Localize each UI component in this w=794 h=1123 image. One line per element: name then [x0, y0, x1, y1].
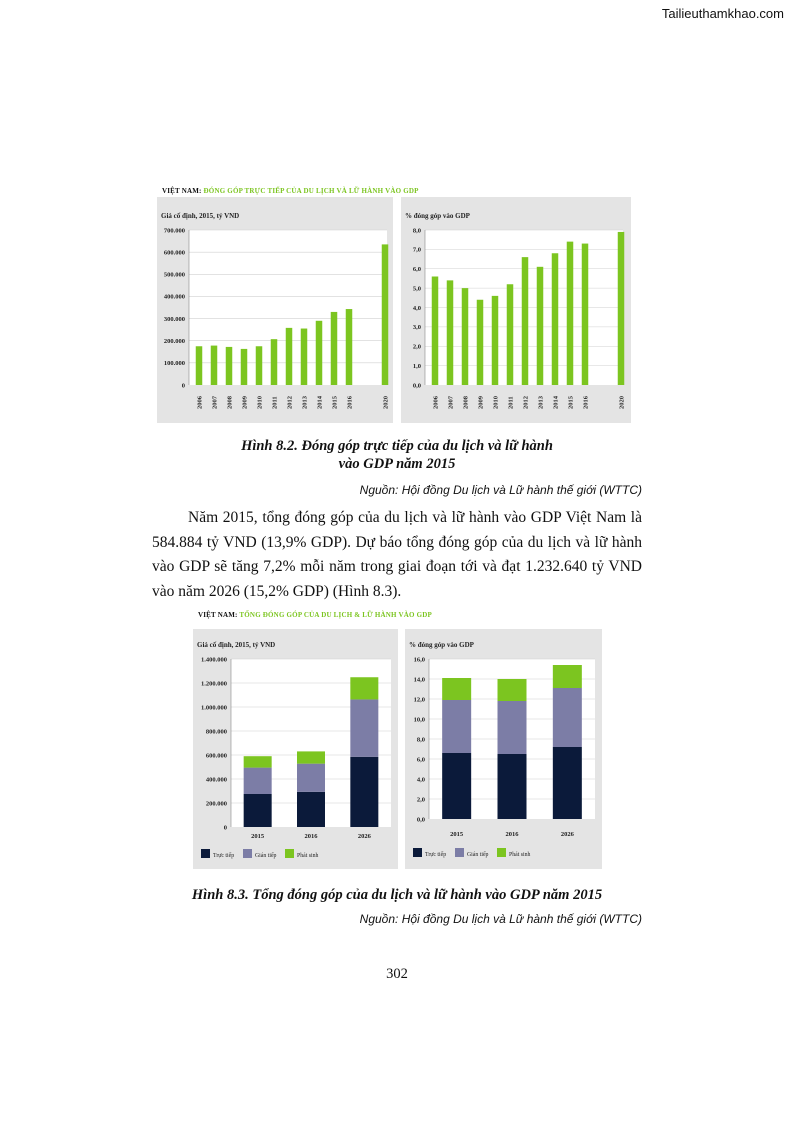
- figure1-title-prefix: VIỆT NAM:: [162, 187, 202, 195]
- y-axis-label: % đóng góp vào GDP: [405, 212, 470, 220]
- y-axis-label: Giá cố định, 2015, tỷ VND: [197, 641, 276, 649]
- x-tick-label: 2013: [537, 396, 545, 409]
- x-tick-label: 2013: [301, 396, 309, 409]
- legend-swatch: [285, 849, 294, 858]
- y-tick-label: 0,0: [412, 382, 421, 390]
- y-tick-label: 12,0: [413, 696, 425, 704]
- x-tick-label: 2026: [560, 831, 574, 838]
- bar: [382, 244, 389, 385]
- y-tick-label: 2,0: [416, 796, 425, 804]
- y-tick-label: 400.000: [163, 293, 185, 301]
- bar: [286, 328, 293, 385]
- y-tick-label: 300.000: [163, 315, 185, 323]
- bar: [552, 253, 559, 385]
- y-tick-label: 1.000.000: [201, 704, 227, 712]
- y-tick-label: 1,0: [412, 362, 421, 370]
- y-tick-label: 4,0: [416, 776, 425, 784]
- x-tick-label: 2008: [226, 396, 234, 409]
- y-tick-label: 7,0: [412, 246, 421, 254]
- bar: [211, 346, 218, 385]
- figure2-title-prefix: VIỆT NAM:: [198, 611, 238, 619]
- bar: [271, 339, 278, 385]
- chart-direct-percent: [401, 197, 631, 423]
- chart-direct-value: [157, 197, 393, 423]
- bar-segment-trực-tiếp: [350, 757, 378, 827]
- bar: [346, 309, 353, 385]
- x-tick-label: 2015: [331, 396, 339, 409]
- figure1-title-highlight: ĐÓNG GÓP TRỰC TIẾP CỦA DU LỊCH VÀ LỮ HÀNH VÀO GDP: [203, 187, 419, 195]
- legend-swatch: [413, 848, 422, 857]
- bar-segment-phát-sinh: [498, 679, 527, 701]
- figure1-source: Nguồn: Hội đồng Du lịch và Lữ hành thế giới (WTTC): [359, 483, 642, 497]
- legend-label: Phát sinh: [297, 853, 319, 859]
- y-tick-label: 600.000: [205, 752, 227, 760]
- figure1-title: [162, 187, 419, 195]
- bar: [462, 288, 469, 385]
- y-tick-label: 1.400.000: [201, 656, 227, 664]
- x-tick-label: 2010: [256, 396, 264, 409]
- y-tick-label: 6,0: [416, 756, 425, 764]
- legend-label: Phát sinh: [509, 852, 531, 858]
- y-axis-label: Giá cố định, 2015, tỷ VND: [161, 212, 240, 220]
- bar-segment-phát-sinh: [442, 678, 471, 700]
- y-tick-label: 6,0: [412, 266, 421, 274]
- bar: [196, 346, 203, 385]
- x-tick-label: 2009: [477, 396, 485, 409]
- bar: [316, 321, 323, 385]
- x-tick-label: 2014: [552, 396, 560, 409]
- bar-segment-trực-tiếp: [297, 792, 325, 827]
- x-tick-label: 2011: [271, 396, 279, 409]
- x-tick-label: 2012: [286, 396, 294, 409]
- y-tick-label: 200.000: [163, 338, 185, 346]
- figure1-caption-line1: Hình 8.2. Đóng góp trực tiếp của du lịch và lữ hành: [241, 438, 553, 454]
- x-tick-label: 2016: [505, 831, 519, 838]
- y-tick-label: 16,0: [413, 656, 425, 664]
- page-number: 302: [386, 966, 408, 982]
- bar-segment-gián-tiếp: [244, 768, 272, 794]
- figure1-caption: [0, 437, 794, 473]
- chart-svg: [193, 629, 398, 869]
- y-tick-label: 14,0: [413, 676, 425, 684]
- chart-total-percent: [405, 629, 602, 869]
- x-tick-label: 2009: [241, 396, 249, 409]
- x-tick-label: 2010: [492, 396, 500, 409]
- bar-segment-gián-tiếp: [350, 699, 378, 756]
- x-tick-label: 2016: [346, 396, 354, 409]
- chart-svg: [401, 197, 631, 423]
- y-tick-label: 700.000: [163, 227, 185, 235]
- bar: [241, 349, 248, 385]
- bar-segment-gián-tiếp: [498, 701, 527, 754]
- figure2-title-highlight: TỔNG ĐÓNG GÓP CỦA DU LỊCH & LỮ HÀNH VÀO GDP: [239, 611, 432, 619]
- bar: [226, 347, 233, 385]
- bar: [256, 346, 263, 385]
- legend-label: Trực tiếp: [213, 853, 235, 859]
- x-tick-label: 2012: [522, 396, 530, 409]
- y-tick-label: 8,0: [412, 227, 421, 235]
- bar: [618, 232, 625, 385]
- body-paragraph-text: Năm 2015, tổng đóng góp của du lịch và lữ hành vào GDP Việt Nam là 584.884 tỷ VND (13,9% GDP). Dự báo tổng đóng góp của du lịch và lữ hành vào GDP sẽ tăng 7,2% mỗi năm trong giai đoạn tới và đạt 1.232.640 tỷ VND vào năm 2026 (15,2% GDP) (Hình 8.3).: [152, 509, 642, 600]
- legend-swatch: [497, 848, 506, 857]
- body-paragraph: [152, 506, 642, 604]
- y-tick-label: 600.000: [163, 249, 185, 257]
- bar-segment-phát-sinh: [553, 665, 582, 688]
- legend-swatch: [201, 849, 210, 858]
- x-tick-label: 2006: [432, 396, 440, 409]
- legend-swatch: [455, 848, 464, 857]
- x-tick-label: 2015: [567, 396, 575, 409]
- legend-swatch: [243, 849, 252, 858]
- chart-total-value: [193, 629, 398, 869]
- bar-segment-phát-sinh: [297, 751, 325, 763]
- bar-segment-phát-sinh: [244, 756, 272, 767]
- x-tick-label: 2007: [447, 396, 455, 409]
- x-tick-label: 2016: [304, 833, 318, 840]
- legend-label: Trực tiếp: [425, 852, 447, 858]
- chart-svg: [157, 197, 393, 423]
- y-tick-label: 200.000: [205, 800, 227, 808]
- bar-segment-trực-tiếp: [442, 753, 471, 819]
- figure1-caption-line2: vào GDP năm 2015: [338, 456, 456, 472]
- y-tick-label: 400.000: [205, 776, 227, 784]
- bar-segment-trực-tiếp: [553, 747, 582, 819]
- bar-segment-gián-tiếp: [553, 688, 582, 747]
- y-tick-label: 2,0: [412, 343, 421, 351]
- legend-label: Gián tiếp: [255, 853, 277, 859]
- bar-segment-gián-tiếp: [297, 764, 325, 792]
- bar: [447, 280, 454, 385]
- bar: [301, 329, 308, 385]
- x-tick-label: 2011: [507, 396, 515, 409]
- x-tick-label: 2020: [618, 396, 626, 409]
- bar: [432, 277, 439, 386]
- y-tick-label: 0: [181, 382, 185, 390]
- figure2-caption: Hình 8.3. Tổng đóng góp của du lịch và lữ hành vào GDP năm 2015: [191, 887, 603, 903]
- bar: [567, 242, 574, 385]
- y-tick-label: 4,0: [412, 304, 421, 312]
- bar-segment-trực-tiếp: [498, 754, 527, 819]
- bar: [522, 257, 529, 385]
- x-tick-label: 2026: [357, 833, 371, 840]
- site-watermark: Tailieuthamkhao.com: [661, 6, 784, 21]
- chart-svg: [405, 629, 602, 869]
- x-tick-label: 2016: [582, 396, 590, 409]
- bar: [477, 300, 484, 385]
- bar-segment-trực-tiếp: [244, 794, 272, 827]
- bar: [507, 284, 514, 385]
- x-tick-label: 2015: [450, 831, 464, 838]
- figure2-source: Nguồn: Hội đồng Du lịch và Lữ hành thế giới (WTTC): [359, 912, 642, 926]
- y-tick-label: 500.000: [163, 271, 185, 279]
- x-tick-label: 2014: [316, 396, 324, 409]
- x-tick-label: 2007: [211, 396, 219, 409]
- x-tick-label: 2006: [196, 396, 204, 409]
- bar: [582, 244, 589, 385]
- x-tick-label: 2008: [462, 396, 470, 409]
- legend-label: Gián tiếp: [467, 852, 489, 858]
- x-tick-label: 2015: [251, 833, 265, 840]
- bar-segment-gián-tiếp: [442, 700, 471, 753]
- bar: [492, 296, 499, 385]
- y-axis-label: % đóng góp vào GDP: [409, 641, 474, 649]
- y-tick-label: 1.200.000: [201, 680, 227, 688]
- bar-segment-phát-sinh: [350, 677, 378, 699]
- figure2-title: [198, 611, 432, 619]
- y-tick-label: 8,0: [416, 736, 425, 744]
- y-tick-label: 0: [223, 824, 227, 832]
- y-tick-label: 3,0: [412, 324, 421, 332]
- x-tick-label: 2020: [382, 396, 390, 409]
- bar: [331, 312, 338, 385]
- y-tick-label: 0,0: [416, 816, 425, 824]
- y-tick-label: 800.000: [205, 728, 227, 736]
- bar: [537, 267, 544, 385]
- y-tick-label: 5,0: [412, 285, 421, 293]
- y-tick-label: 100.000: [163, 360, 185, 368]
- y-tick-label: 10,0: [413, 716, 425, 724]
